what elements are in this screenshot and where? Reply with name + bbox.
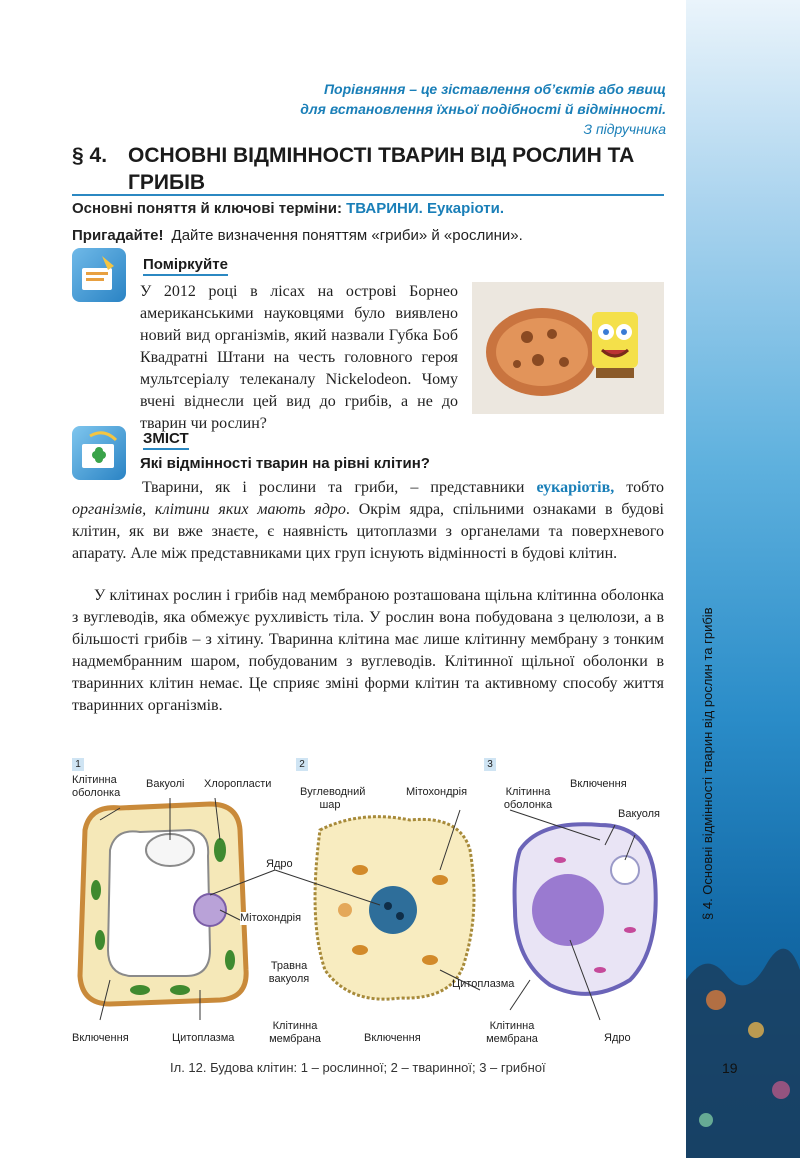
label-mitochondria-1: Мітохондрія: [240, 912, 302, 924]
label-cytoplasm-2: Цитоплазма: [452, 978, 515, 990]
paragraph-1-part-a: Тварини, як і рослини та гриби, – представники: [142, 479, 537, 496]
sponge-mushroom-photo: [472, 282, 664, 414]
figure-tag-1: 1: [72, 758, 84, 771]
paragraph-1-part-b: тобто: [614, 479, 664, 496]
figure-tag-3: 3: [484, 758, 496, 771]
cell-diagrams: [60, 770, 680, 1060]
think-text: У 2012 році в лісах на острові Борнео американськими науковцями було виявлено новий вид організмів, який назвали Губка Боб Квадратні Штани на честь головного героя мультсеріалу телеканалу Nickelodeon. Чому вчені віднесли цей вид до грибів, а не до тварин чи рослин?: [140, 283, 458, 432]
key-terms-label: Основні поняття й ключові терміни:: [72, 200, 342, 217]
think-heading: Поміркуйте: [143, 256, 228, 276]
sidebar-ocean-strip: [686, 0, 800, 1158]
label-inclusions-2: Включення: [364, 1032, 421, 1044]
label-vacuole-3: Вакуоля: [618, 808, 661, 820]
paragraph-2: У клітинах рослин і грибів над мембраною розташована щільна клітинна оболонка з вуглеводів, яка обмежує рухливість тіла. У рослин вона побудована з целюлози, а в більшості грибів – з хітину. Тваринна клітина має лише клітинну мембрану з тонким надмембранним шаром, побудованим з вуглеводів. Клітинної щільної оболонки в тваринних клітин немає. Це сприяє зміні форми клітин та активному способу життя тваринних організмів.: [72, 587, 664, 714]
label-nucleus: Ядро: [266, 858, 293, 870]
running-title: § 4. Основні відмінності тварин від рослин та грибів: [700, 607, 715, 920]
content-heading: ЗМІСТ: [143, 430, 189, 450]
label-carb-layer: Вуглеводний шар: [300, 786, 366, 811]
remember-block: [72, 227, 523, 244]
clover-book-icon: [72, 426, 126, 480]
coral-reef-illustration: [686, 0, 800, 1158]
section-title-line-1: ОСНОВНІ ВІДМІННОСТІ ТВАРИН ВІД РОСЛИН ТА: [128, 144, 635, 167]
label-membrane-3: Клітинна мембрана: [486, 1020, 538, 1045]
label-inclusions-3: Включення: [570, 778, 627, 790]
section-title-line-2: ГРИБІВ: [128, 171, 206, 194]
book-icon: [72, 248, 126, 302]
label-membrane-2: Клітинна мембрана: [269, 1020, 321, 1045]
section-title: [72, 142, 662, 196]
label-cell-wall-3: Клітинна оболонка: [503, 786, 553, 811]
label-digestive-vacuole: Травна вакуоля: [268, 960, 310, 985]
epigraph-line-1: Порівняння – це зіставлення об’єктів або явищ: [323, 81, 666, 97]
remember-label: Пригадайте!: [72, 227, 164, 244]
paragraph-1-part-c: . Окрім ядра, спільними ознаками в будові клітин, як ви вже знаєте, є наявність цитоплазми з органелами та поверхневого апарату. Але між представниками цих груп існують відмінності в будові клітин.: [72, 501, 665, 562]
paragraph-1-italic: організмів, клітини яких мають ядро: [72, 501, 346, 518]
label-cell-wall: Клітинна оболонка: [72, 774, 121, 799]
figure-caption: Іл. 12. Будова клітин: 1 – рослинної; 2 – тваринної; 3 – грибної: [170, 1060, 546, 1075]
remember-text: Дайте визначення поняттям «гриби» й «рослини».: [171, 227, 523, 244]
term-eukaryotes: еукаріотів,: [536, 479, 615, 496]
animal-cell-drawing: [315, 817, 474, 1000]
label-cytoplasm-1: Цитоплазма: [172, 1032, 235, 1044]
section-number: § 4.: [72, 144, 108, 167]
plant-cell-drawing: [80, 804, 246, 1004]
label-nucleus-3: Ядро: [604, 1032, 631, 1044]
page-number: 19: [722, 1060, 738, 1076]
epigraph-source: З підручника: [583, 121, 666, 137]
paragraph-1: [72, 477, 664, 565]
label-mitochondria-2: Мітохондрія: [406, 786, 468, 798]
key-terms: [72, 200, 504, 217]
figure-tag-2: 2: [296, 758, 308, 771]
question-heading: Які відмінності тварин на рівні клітин?: [140, 455, 430, 472]
label-inclusions-1: Включення: [72, 1032, 129, 1044]
section-rule: [72, 194, 664, 196]
fungal-cell-drawing: [515, 824, 656, 994]
epigraph-line-2: для встановлення їхньої подібності й відмінності.: [300, 101, 666, 117]
key-terms-value: ТВАРИНИ. Еукаріоти.: [346, 200, 505, 217]
label-chloroplasts: Хлоропласти: [204, 778, 272, 790]
label-vacuoles: Вакуолі: [146, 778, 185, 790]
